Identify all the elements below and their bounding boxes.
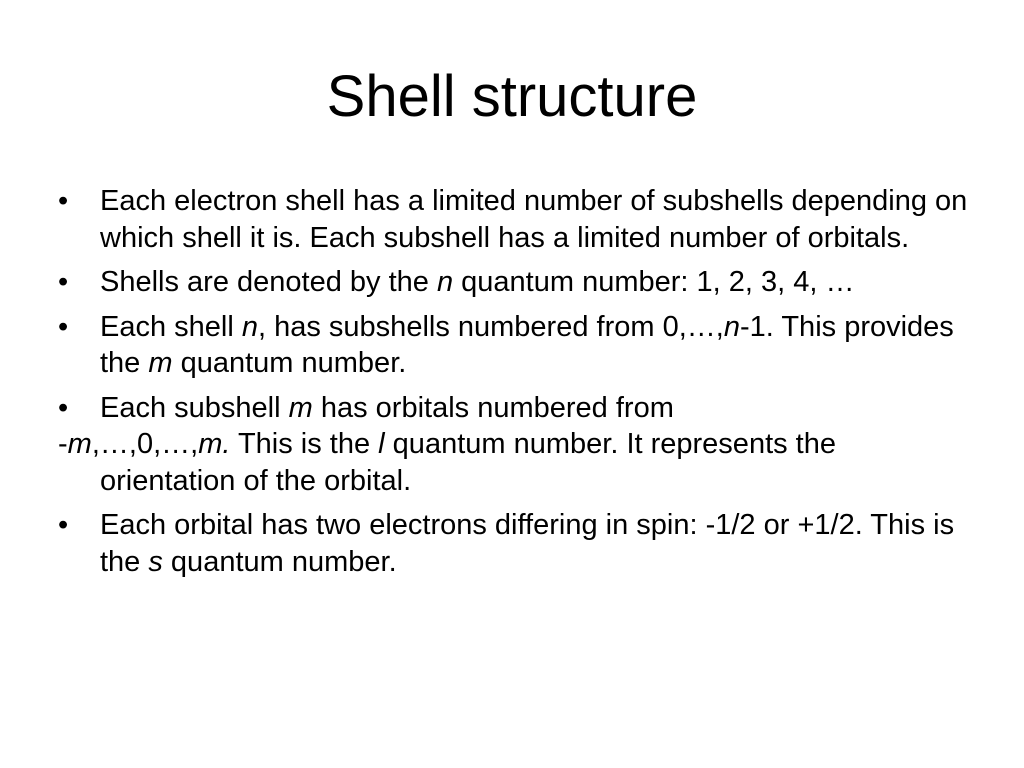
bullet-text: quantum number: 1, 2, 3, 4, … bbox=[453, 266, 855, 298]
bullet-item bbox=[58, 264, 978, 301]
bullet-item bbox=[58, 309, 978, 382]
bullet-text: - bbox=[58, 428, 68, 460]
continuation-paragraph bbox=[58, 426, 978, 499]
bullet-marker: • bbox=[58, 391, 69, 424]
bullet-text: -1. This provides the bbox=[100, 310, 954, 379]
bullet-marker: • bbox=[58, 310, 69, 343]
bullet-text: quantum number. bbox=[162, 545, 397, 578]
italic-variable: n bbox=[723, 310, 740, 343]
slide-title: Shell structure bbox=[326, 64, 698, 129]
italic-variable: s bbox=[148, 545, 163, 578]
bullet-text: quantum number. It represents the orientation of the orbital. bbox=[100, 428, 836, 497]
bullet-text: Each electron shell has a limited number of subshells depending on which shell it is. Each subshell has a limited number of orbitals. bbox=[100, 185, 968, 254]
italic-variable: m bbox=[288, 391, 313, 424]
bullet-marker: • bbox=[58, 185, 69, 217]
bullet-item bbox=[58, 507, 978, 580]
italic-variable: l bbox=[378, 428, 385, 460]
bullet-list bbox=[58, 183, 978, 588]
italic-variable: n bbox=[436, 266, 454, 298]
bullet-item bbox=[58, 390, 978, 427]
italic-variable: m bbox=[67, 428, 92, 460]
bullet-marker: • bbox=[58, 266, 69, 298]
italic-variable: n bbox=[241, 310, 258, 343]
bullet-item bbox=[58, 183, 978, 256]
bullet-text: Shells are denoted by the bbox=[100, 266, 437, 298]
bullet-text: Each orbital has two electrons differing in spin: -1/2 or +1/2. This is the bbox=[100, 509, 955, 578]
bullet-text: This is the bbox=[230, 428, 379, 460]
bullet-text: , has subshells numbered from 0,…, bbox=[258, 310, 724, 343]
bullet-text: Each subshell bbox=[100, 391, 289, 424]
italic-variable: m. bbox=[198, 428, 231, 460]
bullet-text: ,…,0,…, bbox=[91, 428, 199, 460]
bullet-text: Each shell bbox=[100, 310, 242, 343]
bullet-text: quantum number. bbox=[172, 347, 407, 379]
bullet-text: has orbitals numbered from bbox=[312, 391, 674, 424]
bullet-marker: • bbox=[58, 509, 69, 541]
italic-variable: m bbox=[148, 347, 173, 379]
